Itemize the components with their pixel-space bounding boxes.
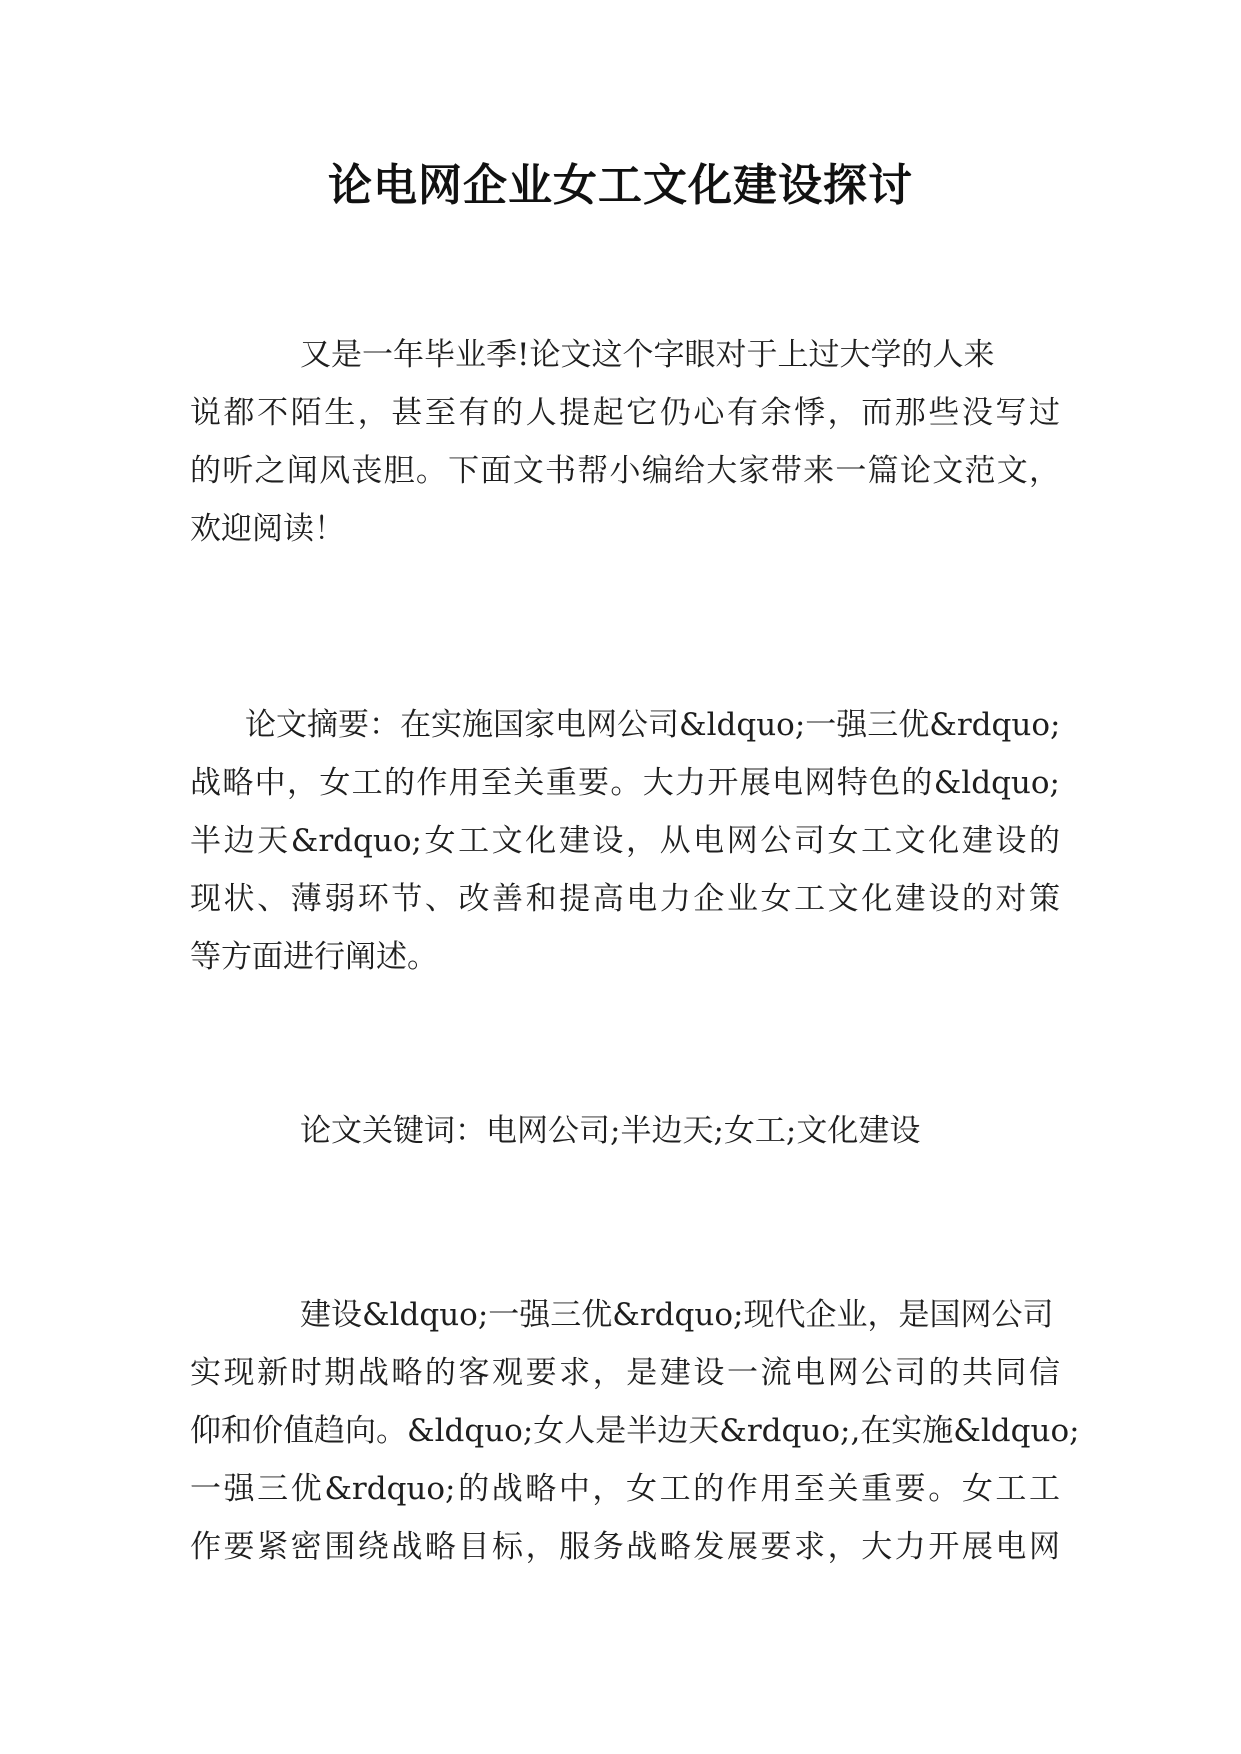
intro-line: 欢迎阅读！ [190,511,345,547]
abstract-line: 现状、薄弱环节、改善和提高电力企业女工文化建设的对策 [190,881,1060,917]
intro-line: 的听之闻风丧胆。下面文书帮小编给大家带来一篇论文范文， [190,453,1060,489]
keywords-line: 论文关键词：电网公司;半边天;女工;文化建设 [300,1113,921,1149]
body-line: 一强三优&rdquo;的战略中，女工的作用至关重要。女工工 [190,1471,1060,1507]
body-line: 作要紧密围绕战略目标，服务战略发展要求，大力开展电网 [190,1529,1060,1565]
intro-line: 又是一年毕业季!论文这个字眼对于上过大学的人来 [300,337,995,373]
intro-line: 说都不陌生，甚至有的人提起它仍心有余悸，而那些没写过 [190,395,1060,431]
body-line: 仰和价值趋向。&ldquo;女人是半边天&rdquo;,在实施&ldquo; [190,1413,1080,1449]
abstract-line: 半边天&rdquo;女工文化建设，从电网公司女工文化建设的 [190,823,1060,859]
body-line: 建设&ldquo;一强三优&rdquo;现代企业，是国网公司 [300,1297,1054,1333]
abstract-line: 论文摘要：在实施国家电网公司&ldquo;一强三优&rdquo; [245,707,1061,743]
abstract-line: 等方面进行阐述。 [190,939,438,975]
document-title: 论电网企业女工文化建设探讨 [328,160,913,211]
abstract-line: 战略中，女工的作用至关重要。大力开展电网特色的&ldquo; [190,765,1060,801]
body-line: 实现新时期战略的客观要求，是建设一流电网公司的共同信 [190,1355,1060,1391]
